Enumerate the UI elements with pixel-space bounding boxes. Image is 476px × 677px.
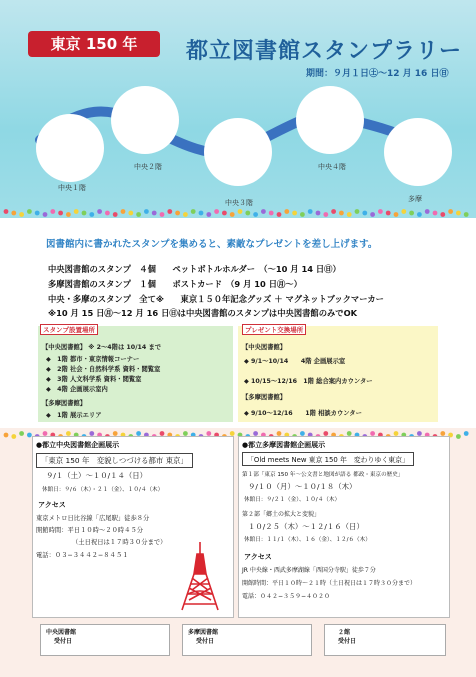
central-access-line: 電話：０３−３４４２−８４５１ — [36, 552, 129, 559]
confetti-dot — [464, 431, 469, 436]
confetti-dot — [245, 211, 250, 216]
stamp-circle-5 — [384, 118, 452, 186]
period-text: 期間：９月１日㊏〜12 月 16 日㊐ — [306, 69, 449, 79]
confetti-dot — [456, 211, 461, 216]
confetti-dot — [269, 211, 274, 216]
confetti-dot — [230, 212, 235, 217]
tama-exhibit-dates2: １０/２５（木）〜１２/１６（日） — [248, 522, 364, 531]
confetti-dot — [19, 212, 24, 217]
confetti-dot — [82, 211, 87, 216]
prize-line-3: 中央・多摩のスタンプ 全て※ 東京１５０年記念グッズ ＋ マグネットブックマーカー — [48, 294, 384, 304]
tama-exhibit-closed2: 休館日：１１/１（木）、１６（金）、１２/６（木） — [244, 537, 371, 543]
stamp-location-central-head: 【中央図書館】 ※ 2〜4階は 10/14 まで — [42, 344, 162, 351]
footer-central-name: 中央図書館 — [46, 629, 77, 636]
confetti-dot — [456, 434, 461, 439]
confetti-dot — [113, 212, 118, 217]
confetti-dot — [105, 211, 110, 216]
dot-divider-top — [0, 208, 476, 218]
confetti-dot — [409, 211, 414, 216]
confetti-dot — [160, 212, 165, 217]
confetti-dot — [464, 212, 469, 217]
confetti-dot — [378, 209, 383, 214]
prize-exchange-central-head: 【中央図書館】 — [242, 344, 287, 351]
tama-access-line: 開館時間：平日１０時〜２１時（土日祝日は１７時３０分まで） — [242, 580, 417, 587]
confetti-dot — [316, 211, 321, 216]
confetti-dot — [370, 212, 375, 217]
confetti-dot — [89, 212, 94, 217]
footer-both-name: ２館 — [338, 629, 351, 636]
confetti-dot — [4, 209, 9, 214]
confetti-dot — [253, 212, 258, 217]
central-exhibit-name: 「東京 150 年 変貌しつづける都市 東京」 — [36, 453, 193, 468]
stamp-circle-4 — [296, 86, 364, 154]
confetti-dot — [339, 211, 344, 216]
confetti-dot — [97, 209, 102, 214]
prize-exchange-tama-head: 【多摩図書館】 — [242, 394, 287, 401]
central-access-head: アクセス — [38, 501, 66, 509]
confetti-dot — [222, 211, 227, 216]
confetti-dot — [183, 212, 188, 217]
footer-both-sub: 受付日 — [338, 638, 357, 645]
page-title: 都立図書館スタンプラリー — [186, 39, 463, 64]
tama-exhibit-title: ●都立多摩図書館企画展示 — [242, 441, 326, 449]
stamp-circle-1 — [36, 114, 104, 182]
stamp-label-5: 多摩 — [408, 195, 422, 203]
confetti-dot — [417, 212, 422, 217]
confetti-dot — [58, 211, 63, 216]
confetti-dot — [300, 212, 305, 217]
confetti-dot — [27, 209, 32, 214]
stamp-location-tama-head: 【多摩図書館】 — [42, 400, 87, 407]
stamp-location-item: ◆ 3階 人文科学系 資料・閲覧室 — [46, 376, 142, 383]
central-access-line: 開館時間：平日１０時〜２０時４５分 — [36, 527, 144, 534]
confetti-dot — [74, 209, 79, 214]
confetti-dot — [401, 209, 406, 214]
prize-line-4: ※10 月 15 日㊊〜12 月 16 日㊐は中央図書館のスタンプは中央図書館のみでOK — [48, 308, 358, 318]
confetti-dot — [199, 211, 204, 216]
footer-central-sub: 受付日 — [54, 638, 73, 645]
tokyo-tower-illustration — [170, 540, 230, 612]
confetti-dot — [292, 211, 297, 216]
confetti-dot — [448, 209, 453, 214]
prize-line-2: 多摩図書館のスタンプ １個 ポストカード （9 月 10 日㊊〜） — [48, 279, 302, 289]
confetti-dot — [35, 211, 40, 216]
stamp-location-item: ◆ 1階 展示エリア — [46, 412, 102, 419]
stamp-location-item: ◆ 1階 都市・東京情報コーナー — [46, 356, 140, 363]
tama-exhibit-closed1: 休館日：９/２１（金）、１０/４（木） — [244, 497, 341, 503]
confetti-dot — [214, 209, 219, 214]
confetti-dot — [386, 211, 391, 216]
prize-exchange-item: ◆ 9/10〜12/16 1階 相談カウンター — [244, 410, 362, 417]
tama-exhibit-name: 「Old meets New 東京 150 年 変わりゆく東京」 — [242, 452, 414, 466]
stamp-location-item: ◆ 2階 社会・自然科学系 資料・閲覧室 — [46, 366, 161, 373]
footer-tama-name: 多摩図書館 — [188, 629, 219, 636]
confetti-dot — [152, 211, 157, 216]
stamp-circle-3 — [204, 118, 272, 186]
footer-tama-sub: 受付日 — [196, 638, 215, 645]
stamp-location-item: ◆ 4階 企画展示室内 — [46, 386, 108, 393]
confetti-dot — [347, 212, 352, 217]
prize-exchange-title: プレゼント交換場所 — [242, 324, 306, 335]
confetti-dot — [261, 209, 266, 214]
stamp-circle-2 — [111, 86, 179, 154]
confetti-dot — [175, 211, 180, 216]
confetti-dot — [50, 209, 55, 214]
confetti-dot — [206, 212, 211, 217]
prize-line-1: 中央図書館のスタンプ ４個 ペットボトルホルダー （〜10 月 14 日㊐） — [48, 264, 341, 274]
confetti-dot — [433, 211, 438, 216]
confetti-dot — [19, 431, 24, 436]
confetti-dot — [425, 209, 430, 214]
confetti-dot — [11, 211, 16, 216]
confetti-dot — [136, 212, 141, 217]
stamp-location-title: スタンプ設置場所 — [40, 324, 98, 335]
central-access-line: （土日祝日は１７時３０分まで） — [72, 539, 167, 546]
tama-access-line: JR 中央線・西武多摩湖線「西国分寺駅」徒歩７分 — [242, 567, 376, 574]
tama-exhibit-part1: 第１部「東京 150 年〜公文書と地図が語る 都政・東京の歴史」 — [242, 472, 404, 478]
confetti-dot — [144, 209, 149, 214]
tama-exhibit-dates1: ９/１０（月）〜１０/１８（木） — [248, 482, 357, 491]
confetti-dot — [167, 209, 172, 214]
central-access-line: 東京メトロ日比谷線「広尾駅」徒歩８分 — [36, 515, 150, 522]
prize-exchange-item: ◆ 9/1〜10/14 4階 企画展示室 — [244, 358, 346, 365]
confetti-dot — [362, 211, 367, 216]
tama-access-head: アクセス — [244, 553, 272, 561]
confetti-dot — [331, 209, 336, 214]
central-exhibit-closed: 休館日：９/６（木）・２１（金）、１０/４（木） — [42, 487, 164, 493]
prize-exchange-item: ◆ 10/15〜12/16 1階 総合案内カウンター — [244, 378, 373, 385]
confetti-dot — [284, 209, 289, 214]
confetti-dot — [323, 212, 328, 217]
confetti-dot — [11, 434, 16, 439]
confetti-dot — [355, 209, 360, 214]
intro-text: 図書館内に書かれたスタンプを集めると、素敵なプレゼントを差し上げます。 — [46, 239, 378, 250]
confetti-dot — [43, 212, 48, 217]
confetti-dot — [4, 433, 9, 438]
confetti-dot — [277, 212, 282, 217]
stamp-label-3: 中央３階 — [225, 199, 253, 207]
central-exhibit-dates: ９/１（土）〜１０/１４（日） — [46, 471, 148, 480]
confetti-dot — [121, 209, 126, 214]
confetti-dot — [66, 212, 71, 217]
confetti-dot — [440, 212, 445, 217]
tokyo-150-badge: 東京 150 年 — [28, 31, 160, 57]
stamp-label-2: 中央２階 — [134, 163, 162, 171]
confetti-dot — [394, 212, 399, 217]
tama-exhibit-part2: 第２部「郷土の拡大と変貌」 — [242, 511, 321, 518]
confetti-dot — [128, 211, 133, 216]
central-exhibit-title: ●都立中央図書館企画展示 — [36, 441, 120, 449]
stamp-label-4: 中央４階 — [318, 163, 346, 171]
confetti-dot — [308, 209, 313, 214]
tama-access-line: 電話：０４２−３５９−４０２０ — [242, 593, 331, 600]
stamp-label-1: 中央１階 — [58, 184, 86, 192]
confetti-dot — [238, 209, 243, 214]
confetti-dot — [191, 209, 196, 214]
